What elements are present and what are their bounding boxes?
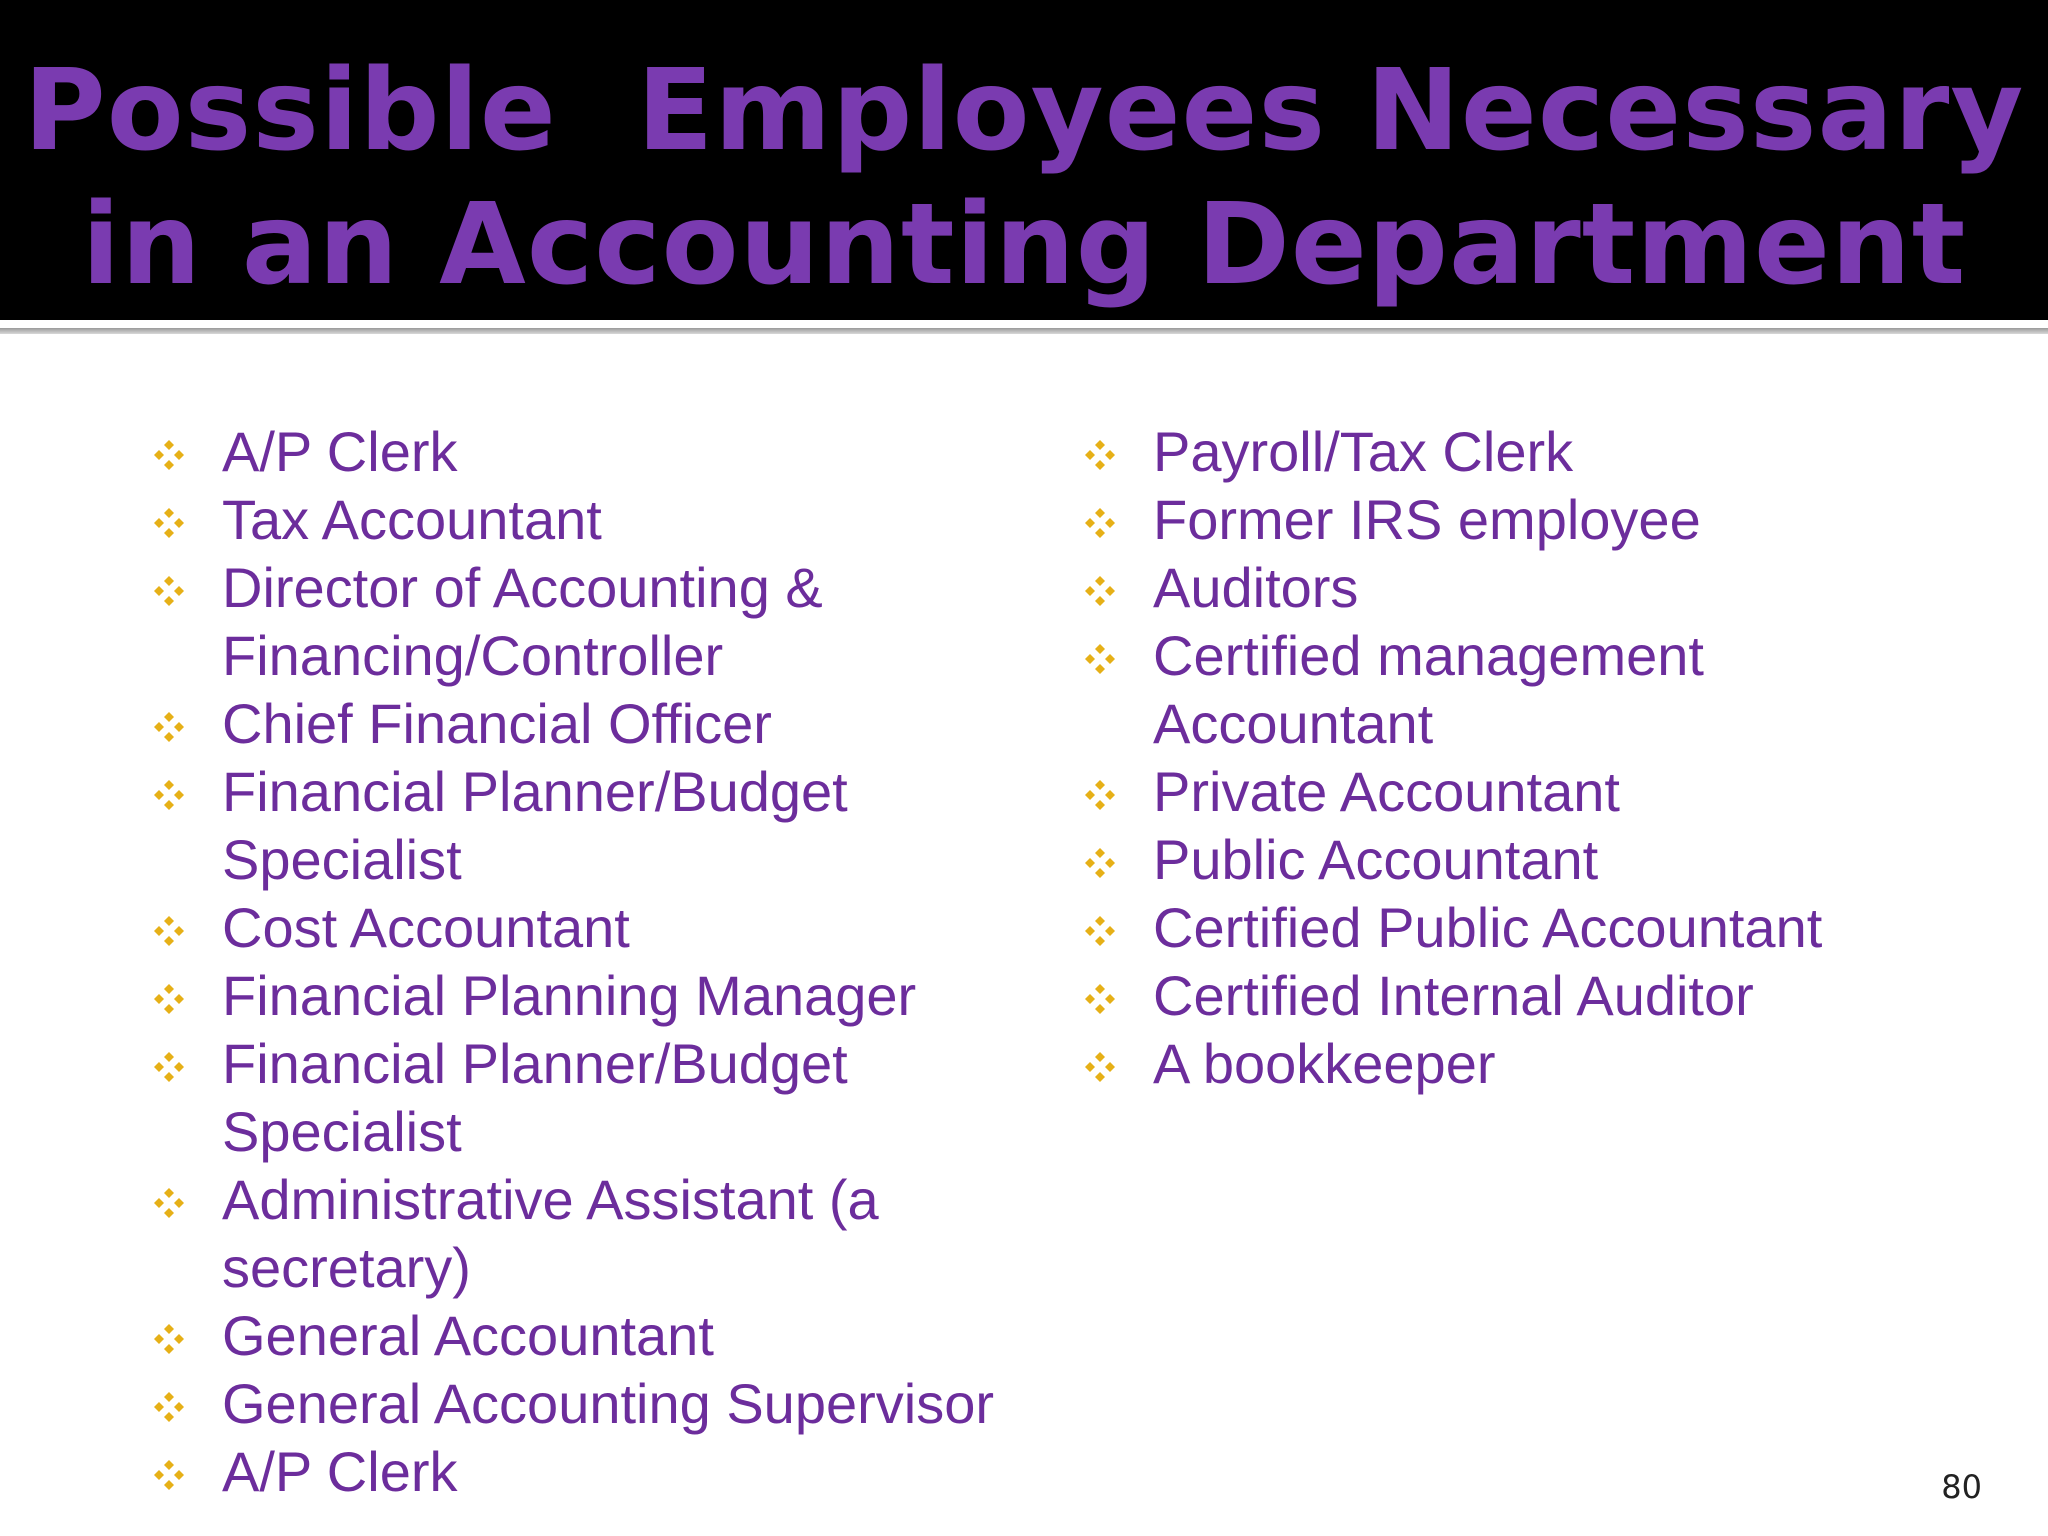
list-item <box>1081 418 1981 486</box>
list-item <box>150 1438 1010 1506</box>
four-diamond-bullet-icon <box>152 1390 186 1424</box>
list-item-label: General Accounting Supervisor <box>222 1372 994 1435</box>
slide-title <box>0 44 2048 312</box>
list-item <box>1081 894 1981 962</box>
list-item <box>1081 962 1981 1030</box>
four-diamond-bullet-icon <box>1083 1050 1117 1084</box>
four-diamond-bullet-icon <box>152 574 186 608</box>
four-diamond-bullet-icon <box>152 1186 186 1220</box>
list-item-label: Financial Planner/Budget Specialist <box>222 1032 848 1163</box>
list-item-label: A bookkeeper <box>1153 1032 1496 1095</box>
list-item-label: Private Accountant <box>1153 760 1620 823</box>
list-item-label: Director of Accounting & Financing/Controller <box>222 556 823 687</box>
list-item <box>150 1166 1010 1302</box>
four-diamond-bullet-icon <box>1083 642 1117 676</box>
four-diamond-bullet-icon <box>1083 914 1117 948</box>
list-item-label: Financial Planner/Budget Specialist <box>222 760 848 891</box>
four-diamond-bullet-icon <box>1083 778 1117 812</box>
four-diamond-bullet-icon <box>1083 982 1117 1016</box>
list-item-label: Financial Planning Manager <box>222 964 917 1027</box>
list-item-label: Certified Public Accountant <box>1153 896 1823 959</box>
title-band <box>0 0 2048 320</box>
list-item <box>1081 554 1981 622</box>
list-item <box>150 894 1010 962</box>
four-diamond-bullet-icon <box>1083 438 1117 472</box>
list-item-label: Certified management Accountant <box>1153 624 1704 755</box>
list-item <box>1081 826 1981 894</box>
list-item <box>1081 622 1981 758</box>
list-item <box>1081 758 1981 826</box>
four-diamond-bullet-icon <box>152 778 186 812</box>
list-item-label: Certified Internal Auditor <box>1153 964 1754 1027</box>
title-line-1: Possible Employees Necessary <box>23 46 2025 176</box>
list-item-label: Former IRS employee <box>1153 488 1701 551</box>
list-item-label: Tax Accountant <box>222 488 602 551</box>
four-diamond-bullet-icon <box>152 914 186 948</box>
list-item-label: Auditors <box>1153 556 1359 619</box>
list-item-label: Payroll/Tax Clerk <box>1153 420 1574 483</box>
four-diamond-bullet-icon <box>152 1050 186 1084</box>
list-item <box>150 554 1010 690</box>
list-item-label: A/P Clerk <box>222 420 458 483</box>
left-list <box>150 418 1010 1506</box>
list-item <box>150 690 1010 758</box>
title-divider <box>0 320 2048 328</box>
list-item <box>150 1030 1010 1166</box>
list-item-label: Public Accountant <box>1153 828 1599 891</box>
four-diamond-bullet-icon <box>152 506 186 540</box>
list-item <box>150 962 1010 1030</box>
right-list <box>1081 418 1981 1098</box>
list-item-label: Cost Accountant <box>222 896 630 959</box>
four-diamond-bullet-icon <box>1083 506 1117 540</box>
list-item <box>150 1302 1010 1370</box>
list-item <box>1081 1030 1981 1098</box>
list-item-label: Administrative Assistant (a secretary) <box>222 1168 879 1299</box>
list-item-label: General Accountant <box>222 1304 714 1367</box>
list-item <box>150 1370 1010 1438</box>
four-diamond-bullet-icon <box>152 1458 186 1492</box>
list-item-label: Chief Financial Officer <box>222 692 772 755</box>
list-item <box>150 418 1010 486</box>
list-item <box>1081 486 1981 554</box>
four-diamond-bullet-icon <box>1083 846 1117 880</box>
list-item <box>150 486 1010 554</box>
four-diamond-bullet-icon <box>1083 574 1117 608</box>
four-diamond-bullet-icon <box>152 710 186 744</box>
list-item <box>150 758 1010 894</box>
four-diamond-bullet-icon <box>152 982 186 1016</box>
page-number: 80 <box>1941 1468 1982 1506</box>
title-line-2: in an Accounting Department <box>81 180 1967 310</box>
four-diamond-bullet-icon <box>152 438 186 472</box>
list-item-label: A/P Clerk <box>222 1440 458 1503</box>
four-diamond-bullet-icon <box>152 1322 186 1356</box>
title-divider-shadow <box>0 328 2048 334</box>
